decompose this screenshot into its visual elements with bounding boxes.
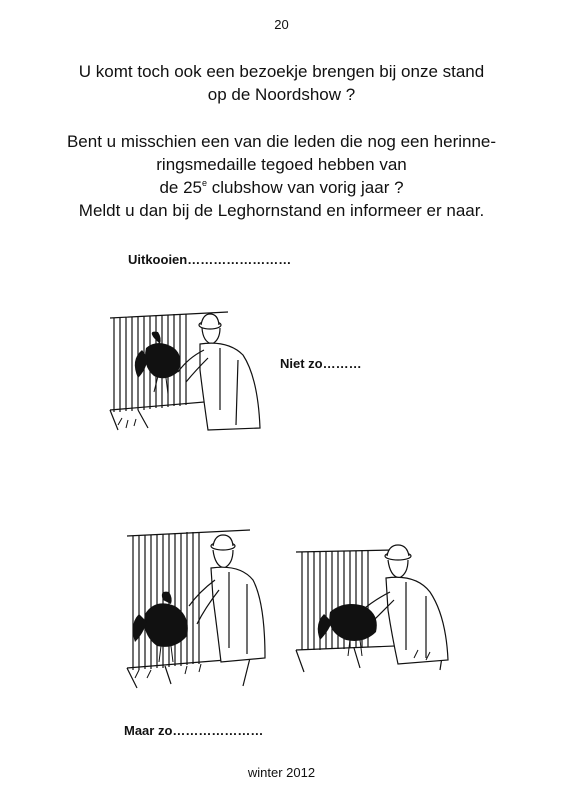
illustration-wrong-way [108,300,273,440]
caption-maar-zo: Maar zo………………… [124,723,264,738]
intro-paragraph [0,60,563,106]
ordinal-superscript: e [201,178,207,188]
illustration-correct-way-1 [125,528,270,693]
notice-paragraph [0,130,563,222]
notice-line-4: Meldt u dan bij de Leghornstand en informeer er naar. [78,201,485,220]
footer-edition: winter 2012 [247,765,316,780]
page-number: 20 [274,17,289,32]
illustration-correct-way-2 [294,540,454,680]
notice-line-3 [0,176,563,199]
intro-line-2: op de Noordshow ? [207,85,356,104]
caption-niet-zo: Niet zo……… [280,356,362,371]
intro-line-1: U komt toch ook een bezoekje brengen bij onze stand [78,62,485,81]
notice-line-1: Bent u misschien een van die leden die nog een herinne- [66,132,497,151]
notice-line-3-post: clubshow van vorig jaar ? [207,178,404,197]
notice-line-3-pre: de 25 [159,178,202,197]
caption-uitkooien: Uitkooien…………………… [128,252,292,267]
notice-line-2: ringsmedaille tegoed hebben van [156,155,407,174]
